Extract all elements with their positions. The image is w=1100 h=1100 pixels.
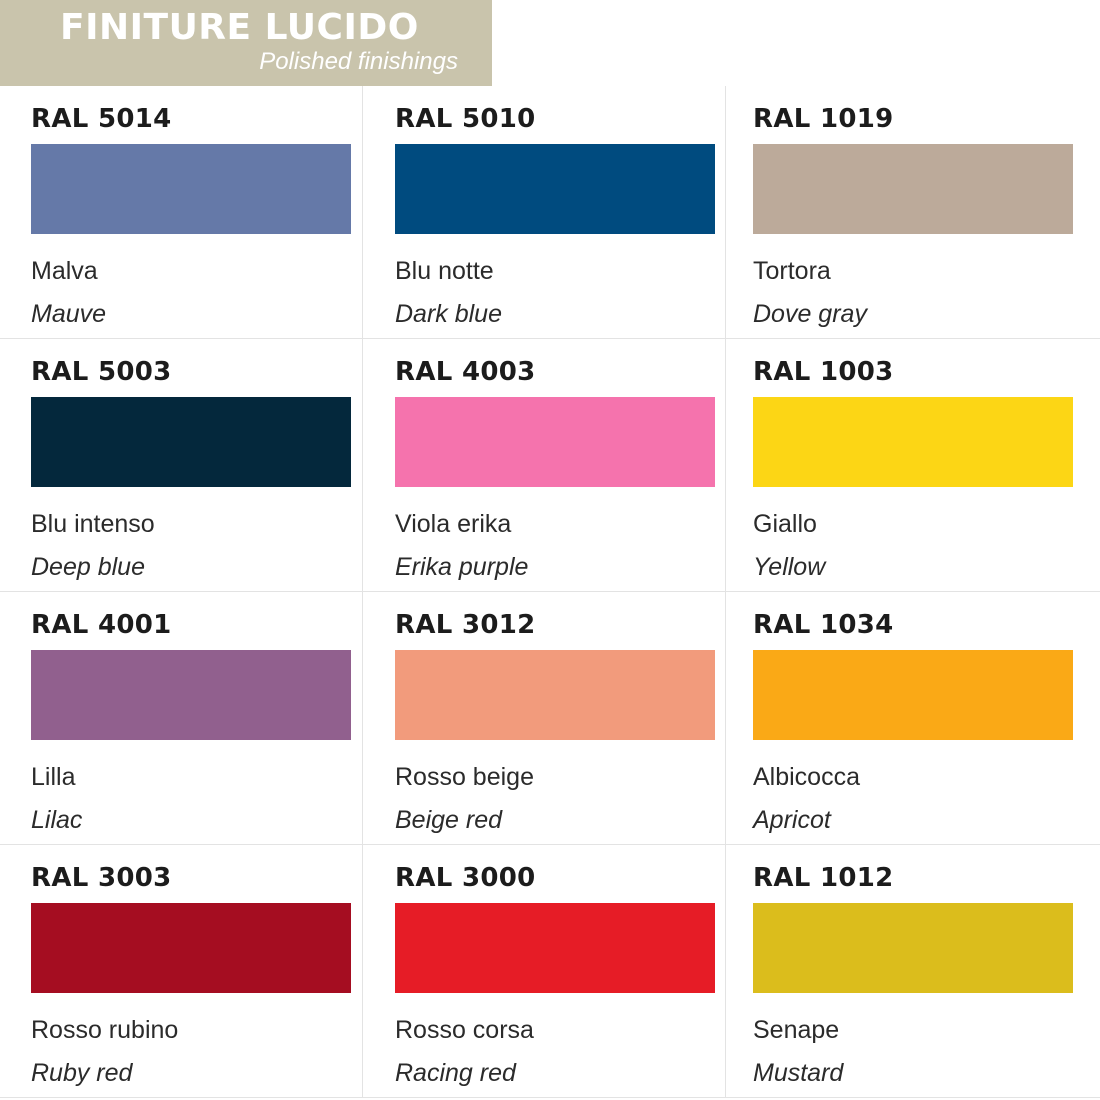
color-name-en: Dove gray (753, 300, 867, 328)
ral-code: RAL 3000 (395, 863, 536, 893)
color-name-it: Blu intenso (31, 510, 155, 538)
color-swatch (395, 650, 715, 740)
color-name-it: Giallo (753, 510, 817, 538)
color-name-en: Deep blue (31, 553, 145, 581)
ral-code: RAL 3003 (31, 863, 172, 893)
color-name-it: Blu notte (395, 257, 494, 285)
color-name-en: Yellow (753, 553, 826, 581)
color-swatch (753, 903, 1073, 993)
swatch-card[interactable] (726, 845, 1100, 1098)
color-swatch (395, 144, 715, 234)
header-banner (0, 0, 492, 86)
color-name-en: Dark blue (395, 300, 502, 328)
color-swatch (395, 903, 715, 993)
ral-code: RAL 1003 (753, 357, 894, 387)
color-swatch (753, 397, 1073, 487)
color-swatch (31, 903, 351, 993)
color-swatch (753, 144, 1073, 234)
color-swatch (395, 397, 715, 487)
color-name-it: Malva (31, 257, 98, 285)
swatch-card[interactable] (726, 592, 1100, 845)
ral-code: RAL 5014 (31, 104, 172, 134)
color-name-it: Senape (753, 1016, 840, 1044)
swatch-card[interactable] (363, 339, 726, 592)
swatch-card[interactable] (363, 592, 726, 845)
color-name-en: Racing red (395, 1059, 516, 1087)
color-name-it: Albicocca (753, 763, 860, 791)
swatch-card[interactable] (363, 845, 726, 1098)
ral-code: RAL 1034 (753, 610, 894, 640)
color-name-en: Mustard (753, 1059, 844, 1087)
swatch-card[interactable] (363, 86, 726, 339)
color-name-it: Rosso rubino (31, 1016, 179, 1044)
color-name-en: Beige red (395, 806, 503, 834)
page-title: FINITURE LUCIDO (60, 7, 419, 48)
swatch-card[interactable] (726, 86, 1100, 339)
swatch-grid (0, 86, 1100, 1098)
color-swatch (31, 144, 351, 234)
color-name-it: Lilla (31, 763, 76, 791)
color-swatch (753, 650, 1073, 740)
ral-code: RAL 5010 (395, 104, 536, 134)
color-name-en: Lilac (31, 806, 83, 834)
swatch-card[interactable] (0, 339, 363, 592)
color-name-it: Viola erika (395, 510, 512, 538)
color-name-it: Rosso beige (395, 763, 534, 791)
ral-code: RAL 3012 (395, 610, 536, 640)
color-swatch (31, 650, 351, 740)
ral-code: RAL 5003 (31, 357, 172, 387)
color-name-en: Ruby red (31, 1059, 133, 1087)
color-name-it: Tortora (753, 257, 831, 285)
swatch-card[interactable] (726, 339, 1100, 592)
swatch-card[interactable] (0, 592, 363, 845)
color-swatch (31, 397, 351, 487)
color-name-en: Mauve (31, 300, 107, 328)
swatch-card[interactable] (0, 845, 363, 1098)
color-name-en: Erika purple (395, 553, 529, 581)
ral-code: RAL 4001 (31, 610, 172, 640)
page-subtitle: Polished finishings (259, 48, 458, 75)
swatch-card[interactable] (0, 86, 363, 339)
ral-code: RAL 1012 (753, 863, 894, 893)
ral-code: RAL 4003 (395, 357, 536, 387)
color-name-en: Apricot (753, 806, 831, 834)
color-name-it: Rosso corsa (395, 1016, 534, 1044)
ral-code: RAL 1019 (753, 104, 894, 134)
